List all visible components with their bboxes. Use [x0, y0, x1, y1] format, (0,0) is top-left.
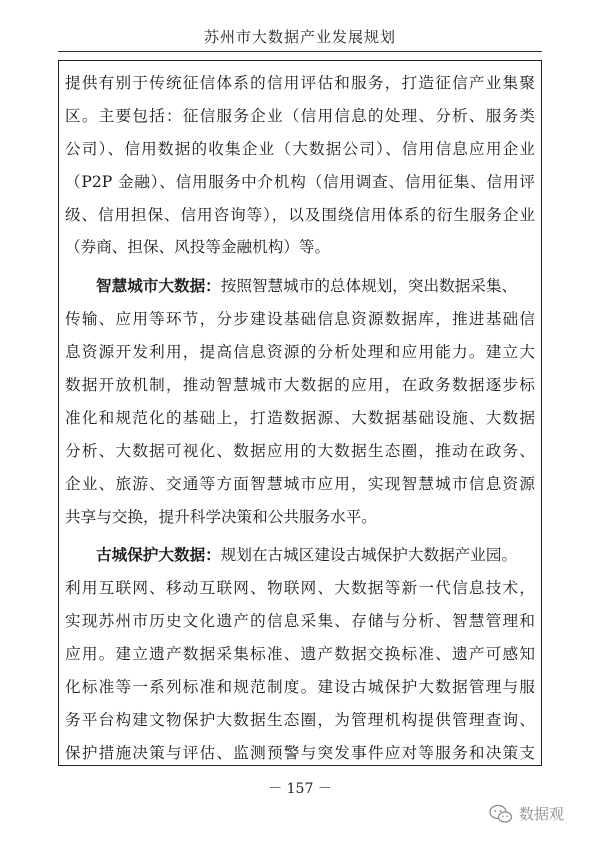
text-line: 级、信用担保、信用咨询等），以及围绕信用体系的衍生服务企业 — [65, 205, 535, 224]
text-line: 分析、大数据可视化、数据应用的大数据生态圈，推动在政务、 — [65, 441, 535, 460]
paragraph-first-line — [65, 270, 535, 303]
text-line: 利用互联网、移动互联网、物联网、大数据等新一代信息技术， — [65, 579, 535, 598]
text-line: （券商、担保、风投等金融机构）等。 — [65, 238, 331, 257]
text-line: 提供有别于传统征信体系的信用评估和服务，打造征信产业集聚 — [65, 74, 535, 92]
text-line: 数据开放机制，推动智慧城市大数据的应用，在政务数据逐步标 — [65, 376, 535, 395]
content-frame — [58, 60, 542, 766]
text-line: 务平台构建文物保护大数据生态圈，为管理机构提供管理查询、 — [65, 710, 535, 729]
text-line: 息资源开发利用，提高信息资源的分析处理和应用能力。建立大 — [65, 343, 535, 362]
watermark-text: 数据观 — [518, 805, 564, 823]
wechat-icon — [489, 804, 513, 824]
watermark — [489, 803, 564, 824]
text-line: 公司）、信用数据的收集企业（大数据公司）、信用信息应用企业 — [65, 139, 535, 158]
text-line: 准化和规范化的基础上，打造数据源、大数据基础设施、大数据 — [65, 408, 535, 427]
text-line: 实现苏州市历史文化遗产的信息采集、存储与分析、智慧管理和 — [65, 612, 535, 631]
page-header: 苏州市大数据产业发展规划 — [203, 28, 396, 46]
text-line: 保护措施决策与评估、监测预警与突发事件应对等服务和决策支 — [65, 743, 535, 762]
header-rule — [58, 51, 542, 52]
text-line: 区。主要包括：征信服务企业（信用信息的处理、分析、服务类 — [65, 106, 535, 125]
text-line: （P2P 金融）、信用服务中介机构（信用调查、信用征集、信用评 — [65, 172, 535, 191]
body-text — [65, 67, 535, 766]
text-line: 应用。建立遗产数据采集标准、遗产数据交换标准、遗产可感知 — [65, 645, 535, 664]
page-number: － 157 － — [268, 781, 332, 797]
text-line: 企业、旅游、交通等方面智慧城市应用，实现智慧城市信息资源 — [65, 474, 535, 493]
paragraph-heading: 古城保护大数据： — [96, 545, 221, 565]
text-line: 化标准等一系列标准和规范制度。建设古城保护大数据管理与服 — [65, 678, 535, 697]
paragraph-first-line — [65, 539, 535, 572]
paragraph-heading: 智慧城市大数据： — [96, 276, 221, 296]
text-run: 规划在古城区建设古城保护大数据产业园。 — [220, 546, 518, 565]
text-line: 共享与交换，提升科学决策和公共服务水平。 — [65, 507, 377, 526]
text-line: 传输、应用等环节，分步建设基础信息资源数据库，推进基础信 — [65, 310, 535, 329]
text-run: 按照智慧城市的总体规划，突出数据采集、 — [220, 277, 518, 296]
